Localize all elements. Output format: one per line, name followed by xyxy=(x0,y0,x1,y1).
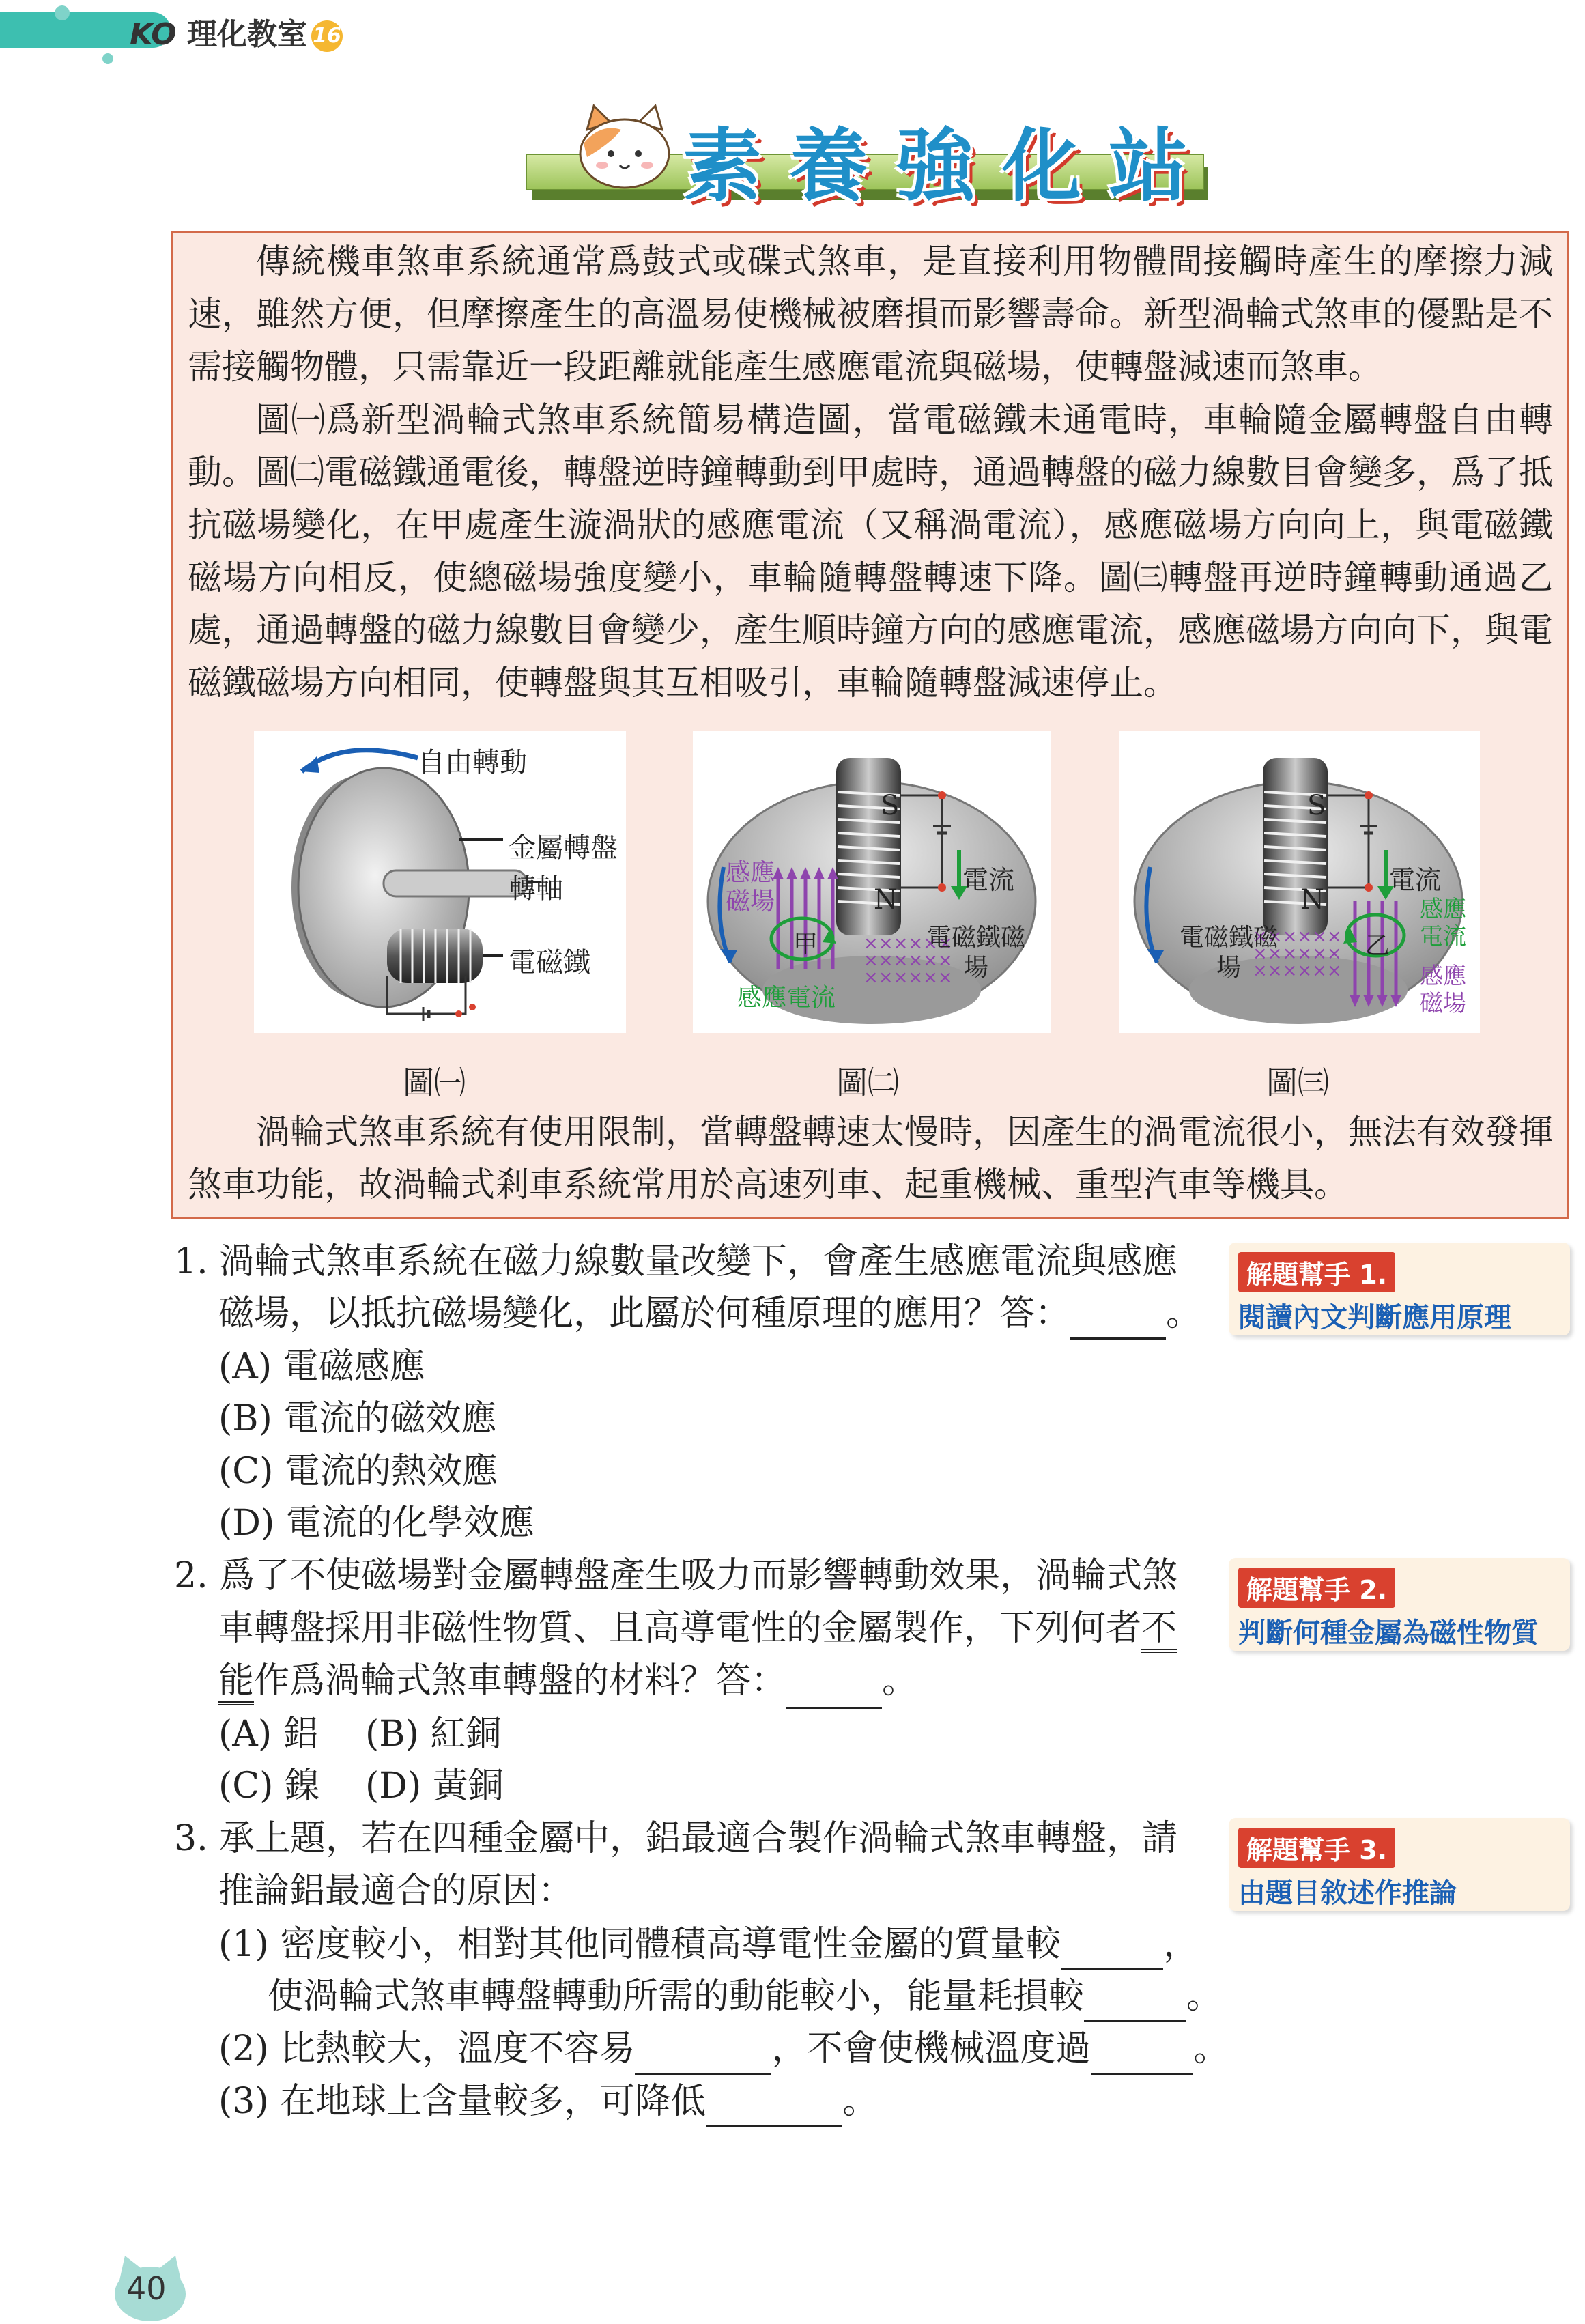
question-text: 磁場，以抵抗磁場變化，此屬於何種原理的應用？答： xyxy=(218,1293,1071,1334)
cat-mascot-icon xyxy=(573,102,676,191)
punctuation: 。 xyxy=(842,2081,879,2122)
hint-text: 閱讀內文判斷應用原理 xyxy=(1238,1302,1511,1333)
hint-card-1 xyxy=(1229,1243,1570,1335)
fig1-label-metal-disk: 金屬轉盤 xyxy=(509,832,618,864)
option-d: (D) 黃銅 xyxy=(365,1766,504,1806)
question-1-line-1 xyxy=(174,1236,1177,1288)
passage-paragraph-2: 圖㈠爲新型渦輪式煞車系統簡易構造圖，當電磁鐵未通電時，車輪隨金屬轉盤自由轉動。圖㈡電磁鐵通電後，轉盤逆時鐘轉動到甲處時，通過轉盤的磁力線數目會變多，爲了抵抗磁場變化，在甲處產生漩渦狀的感應電流（又稱渦電流），感應磁場方向向上，與電磁鐵磁場方向相反，使總磁場強度變小，車輪隨轉盤轉速下降。圖㈢轉盤再逆時鐘轉動通過乙處，通過轉盤的磁力線數目會變少，產生順時鐘方向的感應電流，感應磁場方向向下，與電磁鐵磁場方向相同，使轉盤與其互相吸引，車輪隨轉盤減速停止。 xyxy=(188,400,1553,703)
hint-text: 由題目敘述作推論 xyxy=(1238,1877,1457,1909)
fig2-label-current: 電流 xyxy=(962,865,1015,895)
emphasis-not: 不 xyxy=(1141,1608,1177,1653)
fig3-label-current: 電流 xyxy=(1389,865,1442,895)
question-text: ，不會使機械溫度過 xyxy=(771,2028,1091,2069)
paw-icon xyxy=(55,5,70,20)
punctuation: ， xyxy=(1163,1924,1199,1965)
question-2-line-2 xyxy=(218,1602,1177,1654)
option-b: (B) 紅銅 xyxy=(365,1714,502,1755)
punctuation: 。 xyxy=(1193,2028,1229,2069)
svg-text:××××××: ×××××× xyxy=(1253,926,1342,947)
question-number: 3. xyxy=(174,1818,208,1859)
subquestion-1-line-2 xyxy=(268,1970,1222,2022)
question-text: 車轉盤採用非磁性物質、且高導電性的金屬製作，下列何者 xyxy=(218,1608,1142,1649)
hint-tag: 解題幫手 2. xyxy=(1238,1568,1395,1608)
fig2-label-induced-current: 感應電流 xyxy=(737,984,836,1012)
series-title: 理化教室 xyxy=(187,17,308,52)
question-text: (1) 密度較小，相對其他同體積高導電性金屬的質量較 xyxy=(218,1924,1061,1965)
subquestion-1-line-1 xyxy=(218,1918,1199,1970)
fig2-label-jia: 甲 xyxy=(793,931,818,959)
punctuation: 。 xyxy=(1186,1976,1223,2017)
punctuation: 。 xyxy=(882,1660,918,1701)
paw-icon xyxy=(102,53,113,64)
emphasis-can: 能 xyxy=(218,1660,254,1705)
fig1-label-free-rotation: 自由轉動 xyxy=(418,747,527,778)
fig3-label-em-field: 電磁鐵磁場 xyxy=(1179,924,1278,982)
passage-paragraph-1: 傳統機車煞車系統通常爲鼓式或碟式煞車，是直接利用物體間接觸時產生的摩擦力減速，雖然方便，但摩擦產生的高溫易使機械被磨損而影響壽命。新型渦輪式煞車的優點是不需接觸物體，只需靠近一段距離就能產生感應電流與磁場，使轉盤減速而煞車。 xyxy=(188,242,1553,386)
question-3-line-1 xyxy=(174,1813,1177,1865)
hint-text: 判斷何種金屬為磁性物質 xyxy=(1238,1617,1539,1649)
option-a: (A) 鋁 xyxy=(218,1714,319,1755)
svg-text:××××××: ×××××× xyxy=(863,950,953,971)
passage-paragraph-3: 渦輪式煞車系統有使用限制，當轉盤轉速太慢時，因產生的渦電流很小，無法有效發揮煞車功能，故渦輪式剎車系統常用於高速列車、起重機械、重型汽車等機具。 xyxy=(188,1112,1553,1204)
answer-blank[interactable] xyxy=(1091,2037,1193,2075)
svg-text:××××××: ×××××× xyxy=(863,967,953,988)
svg-text:××××××: ×××××× xyxy=(863,933,953,954)
answer-blank[interactable] xyxy=(1061,1933,1163,1970)
answer-blank[interactable] xyxy=(1070,1302,1166,1340)
svg-text:××××××: ×××××× xyxy=(1253,944,1342,964)
figure-1-caption: 圖㈠ xyxy=(403,1064,466,1101)
fig2-label-induced-field: 感應磁場 xyxy=(726,859,775,916)
question-3-line-2: 推論鋁最適合的原因： xyxy=(218,1871,574,1912)
subquestion-2 xyxy=(218,2023,1229,2075)
fig3-label-induced-field: 感應磁場 xyxy=(1420,963,1466,1017)
question-text: 作爲渦輪式煞車轉盤的材料？答： xyxy=(254,1660,787,1701)
question-text: (3) 在地球上含量較多，可降低 xyxy=(218,2081,706,2122)
option-c: (C) 電流的熱效應 xyxy=(218,1451,498,1492)
issue-number: 16 xyxy=(311,20,343,52)
fig1-label-axle: 轉軸 xyxy=(509,873,563,905)
option-b: (B) 電流的磁效應 xyxy=(218,1398,497,1439)
answer-blank[interactable] xyxy=(706,2090,842,2127)
rotation-arrow-icon xyxy=(302,750,418,771)
answer-blank[interactable] xyxy=(1084,1985,1186,2022)
fig3-label-induced-current: 感應電流 xyxy=(1420,896,1466,950)
question-text: 爲了不使磁場對金屬轉盤產生吸力而影響轉動效果，渦輪式煞 xyxy=(219,1555,1178,1596)
question-text: (2) 比熱較大，溫度不容易 xyxy=(218,2028,636,2069)
question-number: 1. xyxy=(174,1241,208,1282)
answer-blank[interactable] xyxy=(635,2037,771,2075)
brand: KO xyxy=(130,17,177,52)
punctuation: 。 xyxy=(1166,1293,1202,1334)
hint-card-2 xyxy=(1229,1558,1570,1651)
figure-3-caption: 圖㈢ xyxy=(1266,1064,1329,1101)
subquestion-3 xyxy=(218,2075,878,2127)
header-title xyxy=(130,10,343,53)
answer-blank[interactable] xyxy=(786,1671,882,1709)
question-text: 渦輪式煞車系統在磁力線數量改變下，會產生感應電流與感應 xyxy=(219,1241,1178,1282)
figure-2-caption: 圖㈡ xyxy=(836,1064,899,1101)
fig1-label-electromagnet: 電磁鐵 xyxy=(509,947,590,978)
question-number: 2. xyxy=(174,1555,208,1596)
hint-card-3 xyxy=(1229,1818,1570,1911)
banner-title: 素養強化站 xyxy=(683,120,1215,212)
question-1-line-2 xyxy=(218,1288,1201,1340)
page-number: 40 xyxy=(126,2270,167,2307)
option-a: (A) 電磁感應 xyxy=(218,1346,425,1387)
hint-tag: 解題幫手 1. xyxy=(1238,1252,1395,1292)
question-text: 承上題，若在四種金屬中，鋁最適合製作渦輪式煞車轉盤，請 xyxy=(219,1818,1178,1859)
question-text: 使渦輪式煞車轉盤轉動所需的動能較小，能量耗損較 xyxy=(268,1976,1085,2017)
option-d: (D) 電流的化學效應 xyxy=(218,1503,534,1544)
fig2-pole-n: N xyxy=(874,884,898,916)
fig3-label-yi: 乙 xyxy=(1365,932,1390,960)
question-2-line-1 xyxy=(174,1550,1177,1602)
option-c: (C) 鎳 xyxy=(218,1766,320,1806)
svg-text:××××××: ×××××× xyxy=(1253,961,1342,981)
fig3-pole-s: S xyxy=(1307,790,1326,821)
fig2-pole-s: S xyxy=(881,790,900,821)
fig2-label-em-field: 電磁鐵磁場 xyxy=(926,924,1025,982)
question-2-line-3 xyxy=(218,1655,917,1709)
hint-tag: 解題幫手 3. xyxy=(1238,1828,1395,1868)
fig3-pole-n: N xyxy=(1300,884,1324,916)
